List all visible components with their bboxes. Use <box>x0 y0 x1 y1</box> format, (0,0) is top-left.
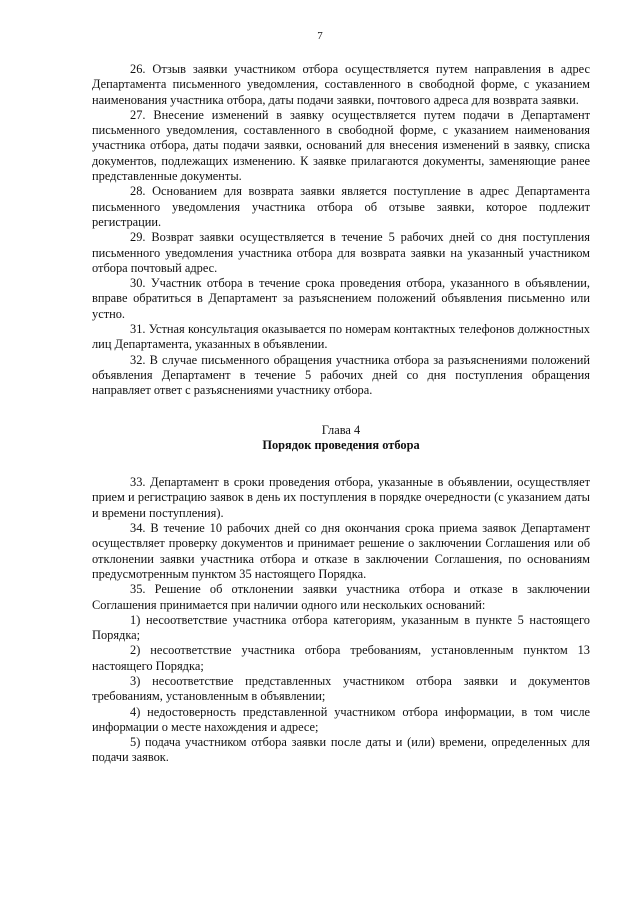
paragraph-35: 35. Решение об отклонении заявки участника отбора и отказе в заключении Соглашения принимается при наличии одного или нескольких оснований: <box>92 582 590 612</box>
paragraph-28: 28. Основанием для возврата заявки является поступление в адрес Департамента письменного уведомления участника отбора об отзыве заявки, которое подлежит регистрации. <box>92 184 590 229</box>
chapter-label: Глава 4 <box>321 422 361 437</box>
paragraph-33: 33. Департамент в сроки проведения отбора, указанные в объявлении, осуществляет прием и регистрацию заявок в день их поступления в порядке очередности (с указанием даты и времени поступления). <box>92 475 590 520</box>
list-item-5: 5) подача участником отбора заявки после даты и (или) времени, определенных для подачи заявок. <box>92 735 590 765</box>
page-number: 7 <box>317 30 323 42</box>
paragraph-29: 29. Возврат заявки осуществляется в течение 5 рабочих дней со дня поступления письменного уведомления участника отбора для возврата заявки на указанный участником отбора почтовый адрес. <box>92 230 590 275</box>
paragraph-31: 31. Устная консультация оказывается по номерам контактных телефонов должностных лиц Департамента, указанных в объявлении. <box>92 322 590 352</box>
chapter-title: Порядок проведения отбора <box>262 437 420 452</box>
paragraph-34: 34. В течение 10 рабочих дней со дня окончания срока приема заявок Департамент осуществляет проверку документов и принимает решение о заключении Соглашения или об отклонении заявки участника отбора и отказе в заключении Соглашения, по основаниям предусмотренным пунктом 35 настоящего Порядка. <box>92 521 590 581</box>
list-item-3: 3) несоответствие представленных участником отбора заявки и документов требованиям, установленным в объявлении; <box>92 673 590 704</box>
paragraph-30: 30. Участник отбора в течение срока проведения отбора, указанного в объявлении, вправе обратиться в Департамент за разъяснением положений объявления письменно или устно. <box>92 276 590 321</box>
paragraph-32: 32. В случае письменного обращения участника отбора за разъяснениями положений объявления Департамент в течение 5 рабочих дней со дня поступления обращения направляет ответ с разъяснениями участнику отбора. <box>92 352 590 398</box>
list-item-4: 4) недостоверность представленной участником отбора информации, в том числе информации о месте нахождения и адресе; <box>92 704 590 734</box>
list-item-1: 1) несоответствие участника отбора категориям, указанным в пункте 5 настоящего Порядка; <box>92 612 590 643</box>
list-item-2: 2) несоответствие участника отбора требованиям, установленным пунктом 13 настоящего Порядка; <box>92 643 590 673</box>
paragraph-27: 27. Внесение изменений в заявку осуществляется путем подачи в Департамент письменного уведомления, составленного в свободной форме, с указанием наименования участника отбора, даты подачи заявки, оснований для внесения изменений в заявку, списка документов, подлежащих изменению. К заявке прилагаются документы, заменяющие ранее представленные документы. <box>92 107 590 184</box>
document-body <box>92 62 590 766</box>
paragraph-26: 26. Отзыв заявки участником отбора осуществляется путем направления в адрес Департамента письменного уведомления, составленного в свободной форме, с указанием наименования участника отбора, даты подачи заявки, почтового адреса для возврата заявки. <box>92 62 590 107</box>
